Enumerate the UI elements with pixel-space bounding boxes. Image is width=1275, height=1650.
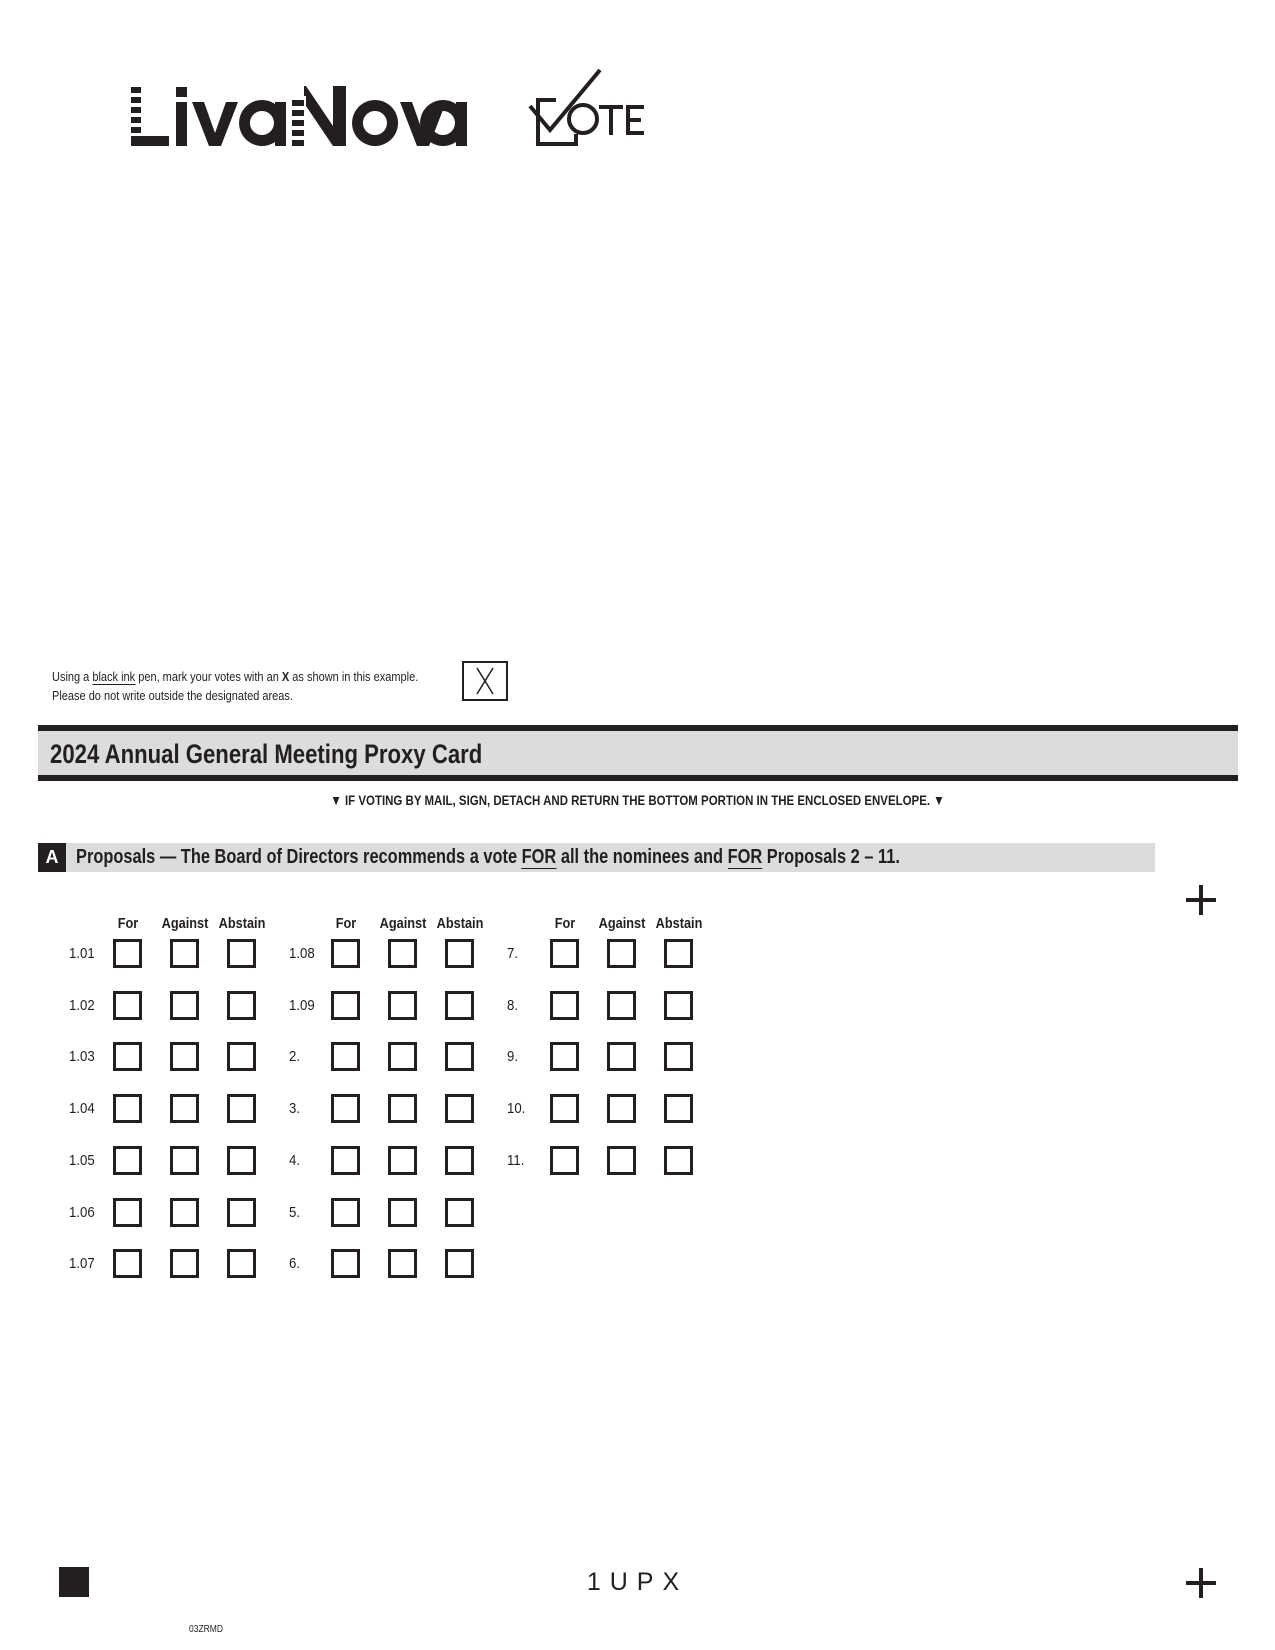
instr-text: Using a	[52, 670, 93, 684]
checkbox-for[interactable]	[113, 1146, 142, 1175]
checkbox-for[interactable]	[331, 991, 360, 1020]
marking-instructions	[52, 668, 418, 706]
section-a-header	[38, 843, 1155, 872]
proxy-card-title-bar	[38, 725, 1238, 781]
checkbox-against[interactable]	[607, 939, 636, 968]
proposal-label: 1.07	[69, 1255, 95, 1272]
form-code: 1UPX	[586, 1568, 689, 1596]
detach-notice	[0, 792, 1275, 808]
column-header-abstain: Abstain	[436, 915, 484, 932]
section-text-part: all the nominees and	[556, 846, 728, 868]
section-text-part: Proposals 2 – 11.	[762, 846, 900, 868]
x-mark-icon	[464, 663, 506, 699]
checkbox-for[interactable]	[113, 939, 142, 968]
checkbox-against[interactable]	[170, 991, 199, 1020]
checkbox-abstain[interactable]	[227, 991, 256, 1020]
checkbox-abstain[interactable]	[445, 1042, 474, 1071]
checkbox-against[interactable]	[170, 1042, 199, 1071]
checkbox-against[interactable]	[388, 1146, 417, 1175]
checkbox-for[interactable]	[331, 1146, 360, 1175]
section-a-title	[76, 846, 900, 869]
proposal-label: 1.01	[69, 945, 95, 962]
checkbox-abstain[interactable]	[445, 939, 474, 968]
checkbox-against[interactable]	[388, 1042, 417, 1071]
example-x-box	[462, 661, 508, 701]
checkbox-against[interactable]	[388, 1198, 417, 1227]
checkbox-for[interactable]	[331, 1249, 360, 1278]
checkbox-against[interactable]	[388, 991, 417, 1020]
column-header-for: For	[117, 915, 139, 932]
instr-text: pen, mark your votes with an	[135, 670, 282, 684]
for-emphasis: FOR	[521, 846, 557, 868]
column-header-against: Against	[379, 915, 427, 932]
checkbox-for[interactable]	[331, 1042, 360, 1071]
proposal-label: 5.	[289, 1204, 301, 1221]
proposal-label: 4.	[289, 1152, 301, 1169]
checkbox-against[interactable]	[170, 1146, 199, 1175]
checkbox-abstain[interactable]	[445, 1094, 474, 1123]
column-header-abstain: Abstain	[218, 915, 266, 932]
checkbox-abstain[interactable]	[227, 1146, 256, 1175]
checkbox-against[interactable]	[170, 1198, 199, 1227]
checkbox-against[interactable]	[388, 1094, 417, 1123]
checkbox-against[interactable]	[388, 1249, 417, 1278]
page-title: 2024 Annual General Meeting Proxy Card	[50, 739, 483, 769]
proposal-label: 1.09	[289, 997, 315, 1014]
checkbox-abstain[interactable]	[227, 1042, 256, 1071]
proposal-label: 1.06	[69, 1204, 95, 1221]
checkbox-for[interactable]	[550, 991, 579, 1020]
section-badge: A	[38, 843, 66, 872]
column-header-against: Against	[161, 915, 209, 932]
down-triangle-icon: ▼	[933, 792, 945, 808]
checkbox-against[interactable]	[607, 991, 636, 1020]
for-emphasis: FOR	[727, 846, 763, 868]
checkbox-abstain[interactable]	[445, 1249, 474, 1278]
vote-icon	[528, 68, 653, 148]
proposal-label: 1.02	[69, 997, 95, 1014]
column-header-abstain: Abstain	[655, 915, 703, 932]
livanova-logo	[128, 78, 473, 150]
proposal-label: 7.	[507, 945, 519, 962]
registration-plus-icon	[1186, 1568, 1216, 1598]
checkbox-against[interactable]	[388, 939, 417, 968]
registration-plus-icon	[1186, 885, 1216, 915]
checkbox-abstain[interactable]	[445, 1198, 474, 1227]
proposal-label: 6.	[289, 1255, 301, 1272]
checkbox-abstain[interactable]	[445, 1146, 474, 1175]
proposal-label: 2.	[289, 1048, 301, 1065]
checkbox-for[interactable]	[113, 1042, 142, 1071]
checkbox-for[interactable]	[550, 1094, 579, 1123]
checkbox-for[interactable]	[113, 1094, 142, 1123]
proposal-label: 1.05	[69, 1152, 95, 1169]
proposal-label: 1.03	[69, 1048, 95, 1065]
checkbox-against[interactable]	[170, 1094, 199, 1123]
checkbox-for[interactable]	[550, 1146, 579, 1175]
down-triangle-icon: ▼	[330, 792, 342, 808]
job-code: 03ZRMD	[189, 1624, 224, 1635]
checkbox-abstain[interactable]	[664, 991, 693, 1020]
checkbox-abstain[interactable]	[664, 939, 693, 968]
x-emphasis: X	[281, 670, 290, 684]
checkbox-against[interactable]	[170, 939, 199, 968]
checkbox-against[interactable]	[170, 1249, 199, 1278]
proposal-label: 1.04	[69, 1100, 95, 1117]
checkbox-for[interactable]	[550, 1042, 579, 1071]
checkbox-abstain[interactable]	[227, 1249, 256, 1278]
proposal-label: 9.	[507, 1048, 519, 1065]
section-text-part: Proposals — The Board of Directors recommends a vote	[76, 846, 522, 868]
column-header-against: Against	[598, 915, 646, 932]
checkbox-abstain[interactable]	[227, 939, 256, 968]
checkbox-for[interactable]	[113, 991, 142, 1020]
black-ink-emphasis: black ink	[92, 670, 136, 684]
checkbox-for[interactable]	[331, 1198, 360, 1227]
checkbox-for[interactable]	[550, 939, 579, 968]
checkbox-for[interactable]	[113, 1198, 142, 1227]
checkbox-abstain[interactable]	[227, 1198, 256, 1227]
checkbox-for[interactable]	[331, 939, 360, 968]
proposal-label: 8.	[507, 997, 519, 1014]
instr-line-2: Please do not write outside the designated areas.	[52, 689, 293, 703]
checkbox-against[interactable]	[607, 1094, 636, 1123]
checkbox-abstain[interactable]	[664, 1146, 693, 1175]
checkbox-against[interactable]	[607, 1146, 636, 1175]
checkbox-abstain[interactable]	[664, 1042, 693, 1071]
checkbox-abstain[interactable]	[227, 1094, 256, 1123]
proposal-label: 11.	[507, 1152, 525, 1169]
checkbox-against[interactable]	[607, 1042, 636, 1071]
checkbox-abstain[interactable]	[664, 1094, 693, 1123]
column-header-for: For	[554, 915, 576, 932]
checkbox-abstain[interactable]	[445, 991, 474, 1020]
column-header-for: For	[335, 915, 357, 932]
checkbox-for[interactable]	[113, 1249, 142, 1278]
detach-notice-text: IF VOTING BY MAIL, SIGN, DETACH AND RETURN THE BOTTOM PORTION IN THE ENCLOSED ENVELOPE.	[344, 792, 931, 808]
proposal-label: 10.	[507, 1100, 526, 1117]
instr-text: as shown in this example.	[289, 670, 419, 684]
proposal-label: 1.08	[289, 945, 315, 962]
checkbox-for[interactable]	[331, 1094, 360, 1123]
proposal-label: 3.	[289, 1100, 301, 1117]
